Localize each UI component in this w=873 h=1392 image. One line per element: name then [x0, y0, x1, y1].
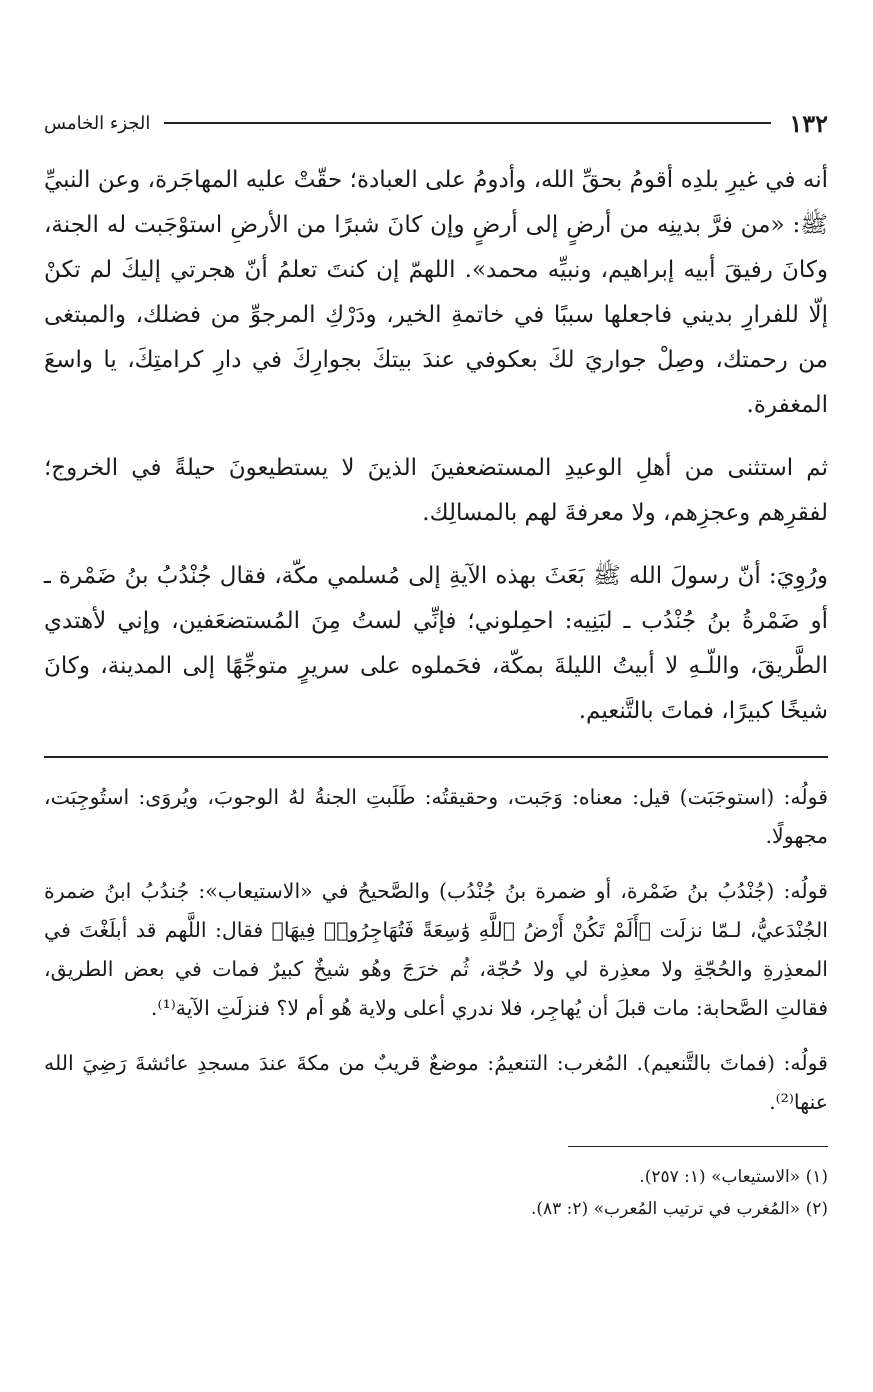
main-text — [44, 158, 828, 734]
footnote-divider — [568, 1146, 828, 1147]
commentary-notes — [44, 778, 828, 1122]
main-paragraph: أنه في غيرِ بلدِه أقومُ بحقِّ الله، وأدومُ على العبادة؛ حقّتْ عليه المهاجَرة، وعن النبيِّ ﷺ: «من فرَّ بدينِه من أرضٍ إلى أرضٍ وإن كانَ شبرًا من الأرضِ استوْجَبت له الجنة، وكانَ رفيقَ أبيه إبراهيم، ونبيِّه محمد». اللهمّ إن كنتَ تعلمُ أنّ هجرتي إليكَ لم تكنْ إلّا للفرارِ بديني فاجعلها سببًا في خاتمةِ الخير، ودَرْكِ المرجوِّ من فضلك، والمبتغى من رحمتك، وصِلْ جواريَ لكَ بعكوفي عندَ بيتكَ بجوارِكَ في دارِ كرامتِكَ، يا واسعَ المغفرة. — [44, 167, 828, 418]
book-page — [44, 100, 828, 1225]
commentary-paragraph: قولُه: (فماتَ بالتَّنعيم). المُغرب: التنعيمُ: موضعٌ قريبٌ من مكةَ عندَ مسجدِ عائشةَ رَضِيَ الله عنها⁽²⁾. — [44, 1051, 828, 1114]
part-title: الجزء الخامس — [44, 112, 151, 134]
footnote: (٢) «المُغرب في ترتيب المُعرب» (٢: ٨٣). — [530, 1199, 828, 1219]
running-header — [44, 100, 828, 146]
commentary-divider — [44, 756, 828, 758]
main-paragraph: ورُوِيَ: أنّ رسولَ الله ﷺ بَعَثَ بهذه الآيةِ إلى مُسلمي مكّة، فقال جُنْدُبُ بنُ ضَمْرة ـ أو ضَمْرةُ بنُ جُنْدُب ـ لبَنِيه: احمِلوني؛ فإنِّي لستُ مِنَ المُستضعَفين، وإني لأهتدي الطَّريقَ، واللّـهِ لا أبيتُ الليلةَ بمكّة، فحَملوه على سريرٍ متوجِّهًا إلى المدينة، وكانَ شيخًا كبيرًا، فماتَ بالتَّنعيم. — [44, 563, 828, 724]
footnotes — [44, 1161, 828, 1225]
footnote: (١) «الاستيعاب» (١: ٢٥٧). — [639, 1167, 828, 1187]
main-paragraph: ثم استثنى من أهلِ الوعيدِ المستضعفينَ الذينَ لا يستطيعونَ حيلةً في الخروج؛ لفقرِهم وعجزِهم، ولا معرفةَ لهم بالمسالِك. — [44, 455, 828, 526]
commentary-paragraph: قولُه: (استوجَبَت) قيل: معناه: وَجَبت، وحقيقتُه: طَلَبتِ الجنةُ لهُ الوجوبَ، ويُروَى: استُوجِبَت، مجهولًا. — [44, 785, 828, 848]
page-number: ١٣٢ — [789, 108, 828, 138]
header-rule — [164, 122, 771, 124]
commentary-paragraph: قولُه: (جُنْدُبُ بنُ ضَمْرة، أو ضمرة بنُ جُنْدُب) والصَّحيحُ في «الاستيعاب»: جُندُبُ ابنُ ضمرة الجُنْدَعيُّ، لـمّا نزلَت ﴿أَلَمْ تَكُنْ أَرْضُ ٱللَّهِ وَٰسِعَةً فَتُهَاجِرُوا۟ فِيهَا﴾ فقال: اللَّهم قد أبلَغْتَ في المعذِرةِ والحُجّةِ ولا معذِرة لي ولا حُجّة، ثُم خرَجَ وهُو شيخٌ كبيرٌ فمات في بعض الطريق، فقالتِ الصَّحابة: مات قبلَ أن يُهاجِر، فلا ندري أعلى ولاية هُو أم لا؟ فنزلَتِ الآية⁽¹⁾. — [44, 879, 828, 1020]
